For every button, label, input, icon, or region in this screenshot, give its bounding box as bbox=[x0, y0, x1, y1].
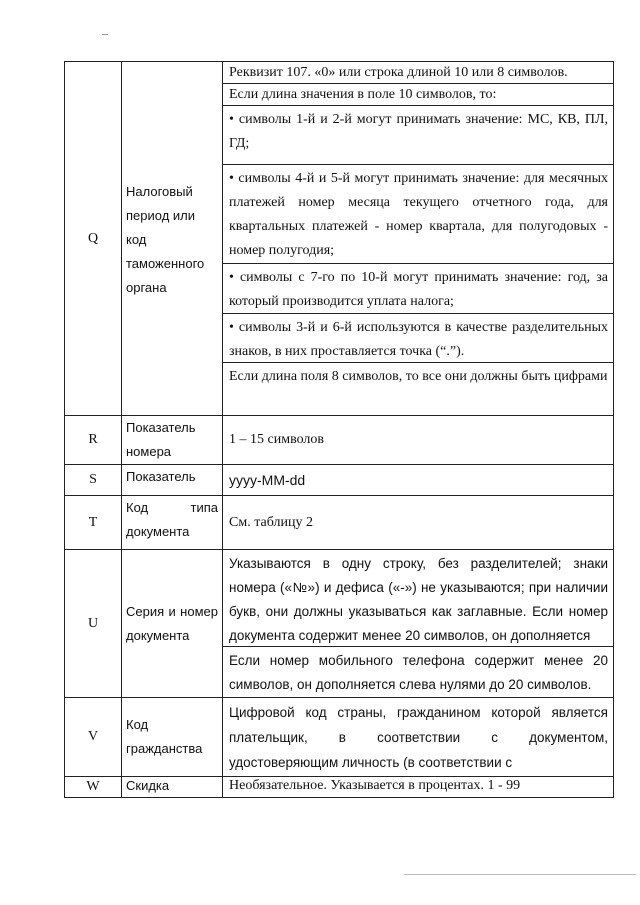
row-field-name: Показатель bbox=[122, 465, 223, 496]
table-row-v bbox=[65, 698, 614, 777]
description-segment: • символы 3-й и 6-й используются в качестве разделительных знаков, в них проставляется точка (“.”). bbox=[223, 313, 613, 362]
row-field-name: Скидка bbox=[122, 777, 223, 798]
table-row-s bbox=[65, 465, 614, 496]
description-segment: • символы 1-й и 2-й могут принимать значение: МС, КВ, ПЛ, ГД; bbox=[223, 105, 613, 164]
description-segment: • символы 4-й и 5-й могут принимать значение: для месячных платежей номер месяца текущего отчетного года, для квартальных платежей - номер квартала, для полугодовых - номер полугодия; bbox=[223, 164, 613, 263]
row-description bbox=[223, 416, 614, 465]
table-row-w bbox=[65, 777, 614, 798]
row-letter: U bbox=[65, 550, 122, 698]
description-text: yyyy-MM-dd bbox=[229, 472, 306, 488]
description-segment: Если номер мобильного телефона содержит менее 20 символов, он дополняется слева нулями до 20 символов. bbox=[223, 646, 613, 697]
description-segment: • символы с 7-го по 10-й могут принимать значение: год, за который производится уплата налога; bbox=[223, 263, 613, 313]
description-segment: Указываются в одну строку, без разделителей; знаки номера («№») и дефиса («-») не указываются; при наличии букв, они должны указываться как заглавные. Если номер документа содержит менее 20 символов, он дополняется bbox=[229, 556, 608, 643]
row-letter: R bbox=[65, 416, 122, 465]
row-description bbox=[223, 496, 614, 550]
row-description bbox=[223, 465, 614, 496]
row-field-name: Показатель номера bbox=[122, 416, 223, 465]
table-row-q bbox=[65, 62, 614, 416]
scan-artifact bbox=[404, 874, 636, 875]
row-letter: S bbox=[65, 465, 122, 496]
row-letter: Q bbox=[65, 62, 122, 416]
requisites-table bbox=[64, 61, 614, 798]
description-segment: Если длина значения в поле 10 символов, то: bbox=[223, 83, 613, 105]
row-letter: W bbox=[65, 777, 122, 798]
table-row-u bbox=[65, 550, 614, 698]
description-segment: Реквизит 107. «0» или строка длиной 10 или 8 символов. bbox=[229, 65, 568, 80]
field-name-text: Налоговый период или код таможенного органа bbox=[126, 183, 205, 295]
description-text: Необязательное. Указывается в процентах. 1 - 99 bbox=[229, 778, 521, 793]
row-description bbox=[223, 698, 614, 777]
table-row-r bbox=[65, 416, 614, 465]
description-text: 1 – 15 символов bbox=[229, 432, 324, 447]
row-description bbox=[223, 62, 614, 416]
row-letter: V bbox=[65, 698, 122, 777]
description-text: Цифровой код страны, гражданином которой является плательщик, в соответствии с документом, удостоверяющим личность (в соответствии с bbox=[229, 705, 608, 770]
scan-artifact bbox=[102, 34, 108, 35]
row-field-name: Код типа документа bbox=[122, 496, 223, 550]
table-row-t bbox=[65, 496, 614, 550]
row-description bbox=[223, 550, 614, 698]
description-segment: Если длина поля 8 символов, то все они должны быть цифрами bbox=[223, 362, 613, 415]
row-letter: T bbox=[65, 496, 122, 550]
description-text: См. таблицу 2 bbox=[229, 514, 313, 530]
row-description bbox=[223, 777, 614, 798]
row-field-name bbox=[122, 62, 223, 416]
row-field-name: Серия и номер документа bbox=[122, 550, 223, 698]
row-field-name: Код гражданства bbox=[122, 698, 223, 777]
